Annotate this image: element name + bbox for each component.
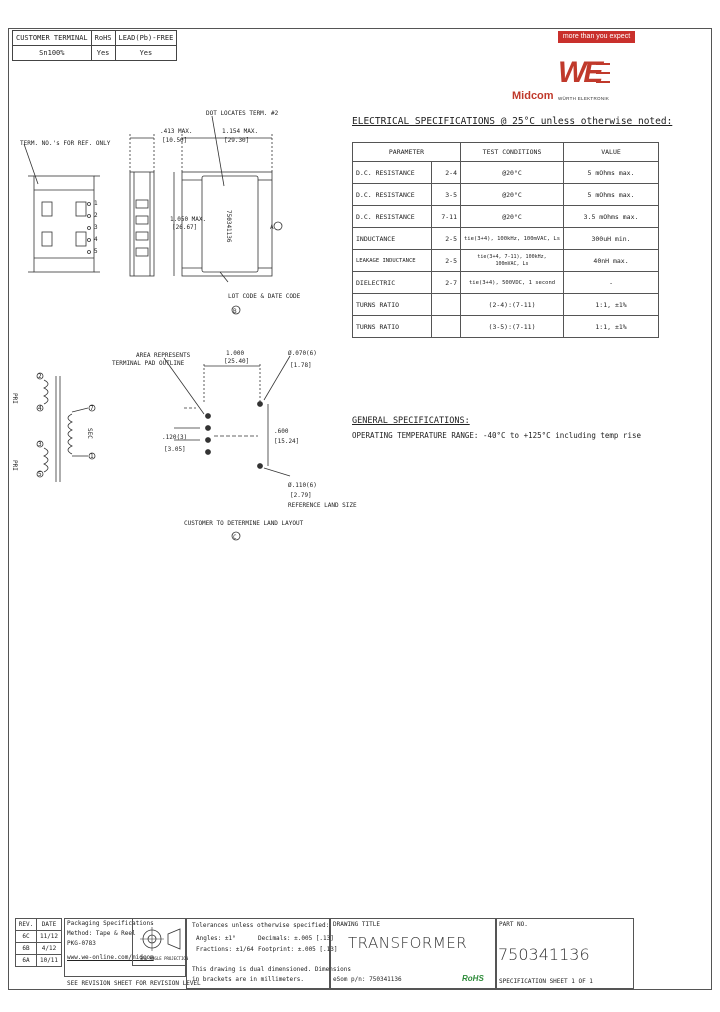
tolerance-decimals: Decimals: ±.005 [.13]: [258, 935, 334, 942]
tolerance-fractions: Fractions: ±1/64: [196, 946, 254, 953]
compliance-table: [12, 30, 177, 61]
we-logo: WE: [558, 56, 601, 89]
tolerance-angles: Angles: ±1°: [196, 935, 236, 942]
packaging-link[interactable]: www.we-online.com/midcom: [67, 954, 154, 961]
side-pin-2: 2: [94, 212, 98, 219]
dim-b-mm: [29.30]: [224, 137, 250, 144]
pin-7-label: 7: [90, 405, 94, 412]
revision-table: [15, 918, 62, 967]
note-dot-locates: DOT LOCATES TERM. #2: [206, 110, 279, 117]
date-header: DATE: [37, 919, 62, 931]
circle-c-label: C: [233, 534, 237, 541]
table-row: TURNS RATIO (3-5):(7-11) 1:1, ±1%: [353, 316, 659, 338]
dim-hole-dia: Ø.070(6): [288, 350, 317, 357]
note-ref-land: REFERENCE LAND SIZE: [288, 502, 357, 509]
dim-ref-dia-mm: [2.79]: [290, 492, 312, 499]
electrical-spec-title: ELECTRICAL SPECIFICATIONS @ 25°C unless otherwise noted:: [352, 116, 673, 127]
dim-pitch-mm: [25.40]: [224, 358, 250, 365]
circle-b-label: B: [233, 308, 237, 315]
dim-ref-dia: Ø.110(6): [288, 482, 317, 489]
rev-header: REV.: [16, 919, 37, 931]
see-revision-note: SEE REVISION SHEET FOR REVISION LEVEL: [67, 980, 201, 987]
header-test-conditions: TEST CONDITIONS: [461, 143, 564, 162]
pin-3-label: 3: [38, 441, 42, 448]
drawing-title: TRANSFORMER: [348, 934, 468, 952]
part-no-label: PART NO.: [499, 921, 528, 928]
packaging-line-2: Method: Tape & Reel: [67, 930, 136, 937]
header-customer-terminal: CUSTOMER TERMINAL: [13, 31, 92, 46]
dim-hole-dia-mm: [1.78]: [290, 362, 312, 369]
side-pin-1: 1: [94, 200, 98, 207]
value-lead-free: Yes: [115, 46, 177, 61]
table-row: DIELECTRIC 2-7 tie(3+4), 500VDC, 1 second -: [353, 272, 659, 294]
value-customer-terminal: Sn100%: [13, 46, 92, 61]
projection-icon: [140, 926, 182, 952]
label-pri: PRI: [11, 393, 18, 404]
electrical-spec-table: [352, 142, 659, 338]
note-term-nos: TERM. NO.'s FOR REF. ONLY: [20, 140, 111, 147]
part-number: 750341136: [498, 945, 590, 964]
circle-a-label: A: [270, 224, 274, 231]
side-pin-3: 3: [94, 224, 98, 231]
dim-c-mm: [26.67]: [172, 224, 198, 231]
rohs-badge: RoHS: [462, 974, 484, 983]
note-terminal-pad: TERMINAL PAD OUTLINE: [112, 360, 185, 367]
header-parameter: PARAMETER: [353, 143, 461, 162]
table-row: 6C 11/12: [16, 931, 62, 943]
table-row: D.C. RESISTANCE 2-4 @20°C 5 mOhms max.: [353, 162, 659, 184]
brand-tagline: more than you expect: [558, 31, 635, 43]
header-rohs: RoHS: [91, 31, 115, 46]
header-lead-free: LEAD(Pb)-FREE: [115, 31, 177, 46]
logo-lines-icon: [596, 60, 612, 90]
side-pin-4: 4: [94, 236, 98, 243]
projection-label: 3RD ANGLE PROJECTION: [140, 956, 189, 961]
note-customer-land: CUSTOMER TO DETERMINE LAND LAYOUT: [184, 520, 304, 527]
dim-a: .413 MAX.: [160, 128, 193, 135]
operating-temperature: OPERATING TEMPERATURE RANGE: -40°C to +125°C including temp rise: [352, 431, 641, 440]
pin-4-label: 4: [38, 405, 42, 412]
note-area-represents: AREA REPRESENTS: [136, 352, 191, 359]
tolerance-title: Tolerances unless otherwise specified:: [192, 922, 330, 929]
table-row: D.C. RESISTANCE 3-5 @20°C 5 mOhms max.: [353, 184, 659, 206]
table-row: 6A 10/11: [16, 955, 62, 967]
side-pin-5: 5: [94, 248, 98, 255]
header-value: VALUE: [564, 143, 659, 162]
midcom-logo: Midcom: [512, 90, 554, 102]
note-lot-code: LOT CODE & DATE CODE: [228, 293, 301, 300]
table-row: LEAKAGE INDUCTANCE 2-5 tie(3+4, 7-11), 100kHz, 100mVAC, Ls 40nH max.: [353, 250, 659, 272]
general-spec-title: GENERAL SPECIFICATIONS:: [352, 416, 470, 426]
dim-row-mm: [15.24]: [274, 438, 300, 445]
packaging-line-1: Packaging Specifications: [67, 920, 154, 927]
dual-dimension-note-2: in brackets are in millimeters.: [192, 976, 304, 983]
dim-spacing-mm: [3.05]: [164, 446, 186, 453]
mechanical-drawing: [14, 104, 344, 541]
sheet-number: SPECIFICATION SHEET 1 OF 1: [499, 978, 593, 985]
dual-dimension-note-1: This drawing is dual dimensioned. Dimensions: [192, 966, 351, 973]
table-row: D.C. RESISTANCE 7-11 @20°C 3.5 mOhms max.: [353, 206, 659, 228]
tolerance-footprint: Footprint: ±.005 [.13]: [258, 946, 338, 953]
table-row: TURNS RATIO (2-4):(7-11) 1:1, ±1%: [353, 294, 659, 316]
part-marking: 750341136: [225, 210, 232, 243]
wurth-logo-text: WÜRTH ELEKTRONIK: [558, 96, 610, 101]
dim-spacing: .120(3): [162, 434, 188, 441]
also-part-number: eSom p/n: 750341136: [333, 976, 402, 983]
value-rohs: Yes: [91, 46, 115, 61]
table-row: 6B 4/12: [16, 943, 62, 955]
pin-1-label: 1: [90, 453, 94, 460]
label-sec: SEC: [86, 428, 93, 439]
drawing-title-label: DRAWING TITLE: [333, 921, 380, 928]
dim-a-mm: [10.50]: [162, 137, 188, 144]
table-row: INDUCTANCE 2-5 tie(3+4), 100kHz, 100mVAC, Ls 300uH min.: [353, 228, 659, 250]
label-pri-2: PRI: [11, 460, 18, 471]
pin-5-label: 5: [38, 471, 42, 478]
dim-b: 1.154 MAX.: [222, 128, 259, 135]
dim-c: 1.050 MAX.: [170, 216, 207, 223]
packaging-line-3: PKG-0783: [67, 940, 96, 947]
dim-row: .600: [274, 428, 289, 435]
pin-2-label: 2: [38, 373, 42, 380]
dim-pitch: 1.000: [226, 350, 245, 357]
